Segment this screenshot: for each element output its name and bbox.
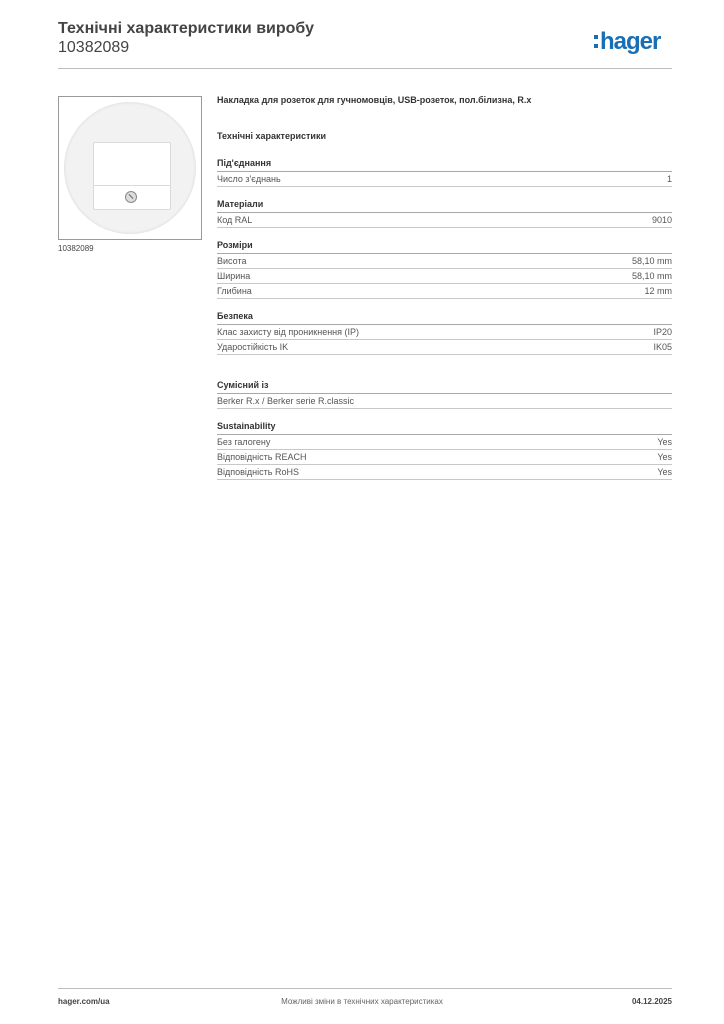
- spec-label: Код RAL: [217, 215, 253, 225]
- spec-value: 58,10 mm: [631, 271, 672, 281]
- spec-label: Глибина: [217, 286, 252, 296]
- spec-group-title: Sustainability: [217, 421, 672, 435]
- spec-group: [217, 199, 672, 228]
- spec-row: [217, 213, 672, 228]
- spec-value: IP20: [653, 327, 672, 337]
- spec-group: [217, 240, 672, 299]
- spec-row: [217, 394, 672, 409]
- spec-group-title: Матеріали: [217, 199, 672, 213]
- spec-group: [217, 158, 672, 187]
- spec-row: [217, 340, 672, 355]
- spec-label: Berker R.x / Berker serie R.classic: [217, 396, 355, 406]
- spec-group-title: Під'єднання: [217, 158, 672, 172]
- spec-group: [217, 311, 672, 355]
- header-divider: [58, 68, 672, 69]
- spec-row: [217, 435, 672, 450]
- spec-value: 58,10 mm: [631, 256, 672, 266]
- product-number: 10382089: [58, 39, 130, 56]
- specs-section: [217, 95, 672, 480]
- image-caption: 10382089: [58, 244, 94, 253]
- cover-plate-illustration: [64, 102, 196, 234]
- spec-value: IK05: [653, 342, 672, 352]
- spec-row: [217, 450, 672, 465]
- spec-value: Yes: [657, 467, 672, 477]
- logo-dots: [594, 35, 598, 53]
- footer-disclaimer: Можливі зміни в технічних характеристиках: [281, 997, 443, 1006]
- footer-divider: [58, 988, 672, 989]
- spec-value: 1: [666, 174, 672, 184]
- screw-icon: [125, 191, 137, 203]
- spec-row: [217, 325, 672, 340]
- spec-group-title: Безпека: [217, 311, 672, 325]
- spec-label: Клас захисту від проникнення (IP): [217, 327, 360, 337]
- spec-row: [217, 254, 672, 269]
- spec-value: Yes: [657, 437, 672, 447]
- spec-label: Висота: [217, 256, 247, 266]
- spec-value: 9010: [651, 215, 672, 225]
- spec-label: Без галогену: [217, 437, 271, 447]
- spec-group-title: Розміри: [217, 240, 672, 254]
- product-image: [58, 96, 202, 240]
- spec-row: [217, 172, 672, 187]
- footer-date: 04.12.2025: [631, 997, 672, 1006]
- spec-group-title: Сумісний із: [217, 380, 672, 394]
- page-title: Технічні характеристики виробу: [58, 20, 314, 37]
- footer-website: hager.com/ua: [58, 997, 110, 1006]
- spec-value: Yes: [657, 452, 672, 462]
- product-description: Накладка для розеток для гучномовців, USB-розеток, пол.білизна, R.x: [217, 95, 532, 105]
- spec-label: Відповідність RoHS: [217, 467, 299, 477]
- plate-opening: [93, 142, 171, 210]
- spec-label: Ширина: [217, 271, 251, 281]
- spec-label: Відповідність REACH: [217, 452, 307, 462]
- spec-group: [217, 421, 672, 480]
- specs-heading: Технічні характеристики: [217, 131, 326, 141]
- spec-groups: [217, 158, 672, 480]
- spec-label: Ударостійкість IK: [217, 342, 289, 352]
- spec-row: [217, 284, 672, 299]
- spec-value: 12 mm: [644, 286, 672, 296]
- spec-row: [217, 269, 672, 284]
- spec-row: [217, 465, 672, 480]
- spec-group: [217, 380, 672, 409]
- spec-label: Число з'єднань: [217, 174, 281, 184]
- logo-text: hager: [600, 28, 661, 55]
